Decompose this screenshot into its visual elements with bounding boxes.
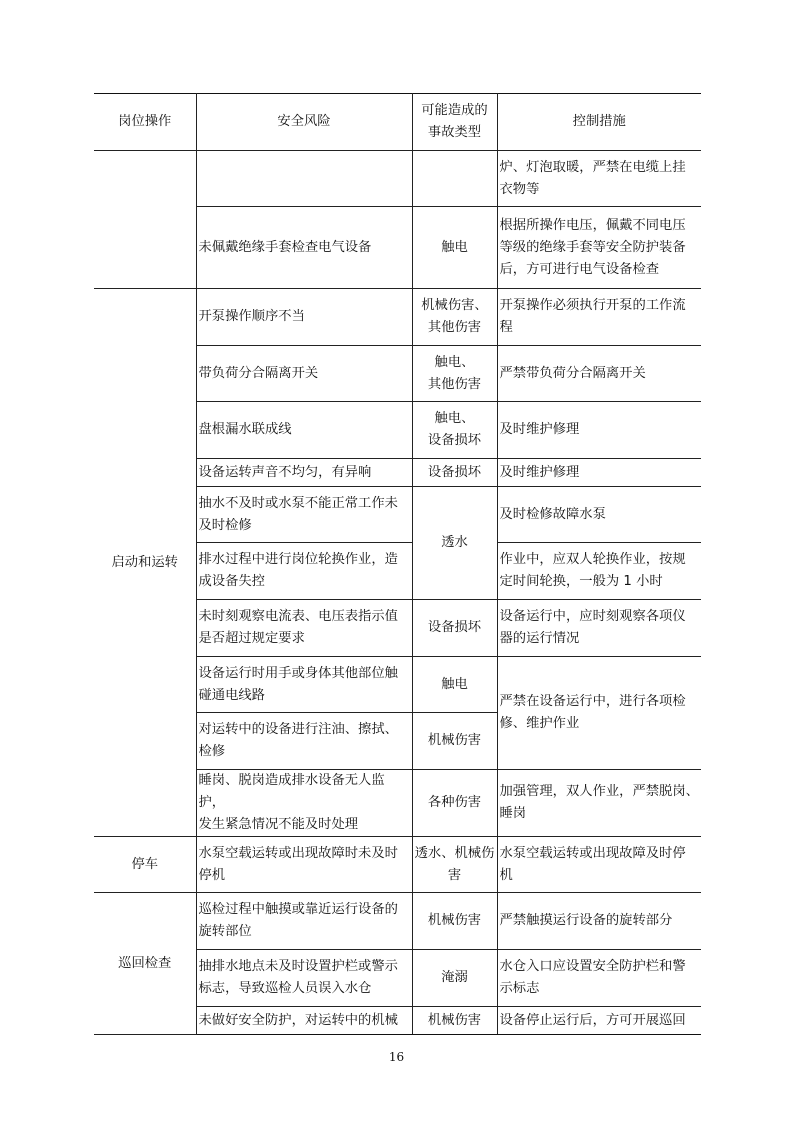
risk-cell: 未佩戴绝缘手套检查电气设备 <box>196 207 412 289</box>
accident-line: 透水、机械伤 <box>414 845 495 861</box>
measure-line: 后，方可进行电气设备检查 <box>499 261 660 277</box>
accident-cell-empty <box>412 151 497 207</box>
measure-line: 定时间轮换，一般为 1 小时 <box>499 574 663 589</box>
measure-cell <box>497 837 701 893</box>
measure-cell <box>497 770 701 837</box>
measure-cell: 严禁带负荷分合隔离开关 <box>497 346 701 402</box>
measure-line: 根据所操作电压，佩戴不同电压 <box>499 217 686 233</box>
accident-cell <box>412 837 497 893</box>
accident-cell: 触电 <box>412 207 497 289</box>
table-row <box>94 837 701 893</box>
position-cell-stop: 停车 <box>94 837 196 893</box>
accident-cell: 透水 <box>412 487 497 600</box>
accident-line: 其他伤害 <box>427 376 482 392</box>
measure-cell: 严禁触摸运行设备的旋转部分 <box>497 893 701 950</box>
accident-cell: 各种伤害 <box>412 770 497 837</box>
accident-cell: 机械伤害 <box>412 713 497 770</box>
accident-line: 触电、 <box>434 354 475 370</box>
risk-cell <box>196 770 412 837</box>
risk-cell <box>196 713 412 770</box>
risk-control-table <box>94 93 701 1035</box>
risk-cell <box>196 950 412 1007</box>
risk-cell: 开泵操作顺序不当 <box>196 289 412 346</box>
header-accident-line1: 可能造成的 <box>421 103 488 118</box>
risk-cell <box>196 657 412 713</box>
accident-line: 触电、 <box>434 411 475 426</box>
risk-line: 排水过程中进行岗位轮换作业，造 <box>198 552 398 567</box>
accident-cell: 设备损坏 <box>412 600 497 657</box>
measure-line: 睡岗 <box>499 806 527 821</box>
risk-cell-empty <box>196 151 412 207</box>
measure-line: 机 <box>499 867 513 883</box>
risk-line: 抽水不及时或水泵不能正常工作未 <box>198 495 398 511</box>
accident-cell <box>412 289 497 346</box>
risk-line: 巡检过程中触摸或靠近运行设备的 <box>198 902 398 917</box>
risk-line: 旋转部位 <box>198 924 252 939</box>
position-cell-empty <box>94 151 196 289</box>
measure-cell: 设备停止运行后，方可开展巡回 <box>497 1007 701 1035</box>
header-accident-type <box>412 94 497 151</box>
risk-line: 是否超过规定要求 <box>198 631 305 646</box>
measure-line: 作业中，应双人轮换作业，按规 <box>499 552 686 567</box>
measure-cell: 及时检修故障水泵 <box>497 487 701 543</box>
table-row <box>94 893 701 950</box>
accident-line: 设备损坏 <box>427 433 482 448</box>
risk-cell <box>196 837 412 893</box>
risk-line: 碰通电线路 <box>198 687 265 703</box>
measure-line: 示标志 <box>499 981 540 996</box>
risk-line: 抽排水地点未及时设置护栏或警示 <box>198 959 398 974</box>
measure-line: 修、维护作业 <box>499 716 580 731</box>
risk-line: 水泵空载运转或出现故障时未及时 <box>198 845 398 861</box>
table-row <box>94 151 701 207</box>
page-number: 16 <box>388 1050 405 1064</box>
measure-line: 水仓入口应设置安全防护栏和警 <box>499 959 686 974</box>
accident-cell: 机械伤害 <box>412 893 497 950</box>
risk-line: 发生紧急情况不能及时处理 <box>198 817 359 832</box>
risk-cell: 盘根漏水联成线 <box>196 402 412 459</box>
header-control: 控制措施 <box>497 94 701 151</box>
risk-line: 睡岗、脱岗造成排水设备无人监护， <box>198 773 385 810</box>
measure-line: 衣物等 <box>499 181 540 197</box>
risk-line: 检修 <box>198 744 226 759</box>
risk-line: 设备运行时用手或身体其他部位触 <box>198 665 398 681</box>
table-header-row <box>94 94 701 151</box>
measure-cell <box>497 657 701 770</box>
measure-cell <box>497 600 701 657</box>
risk-line: 对运转中的设备进行注油、擦拭、 <box>198 722 398 737</box>
accident-line: 机械伤害、 <box>421 298 488 313</box>
measure-cell: 及时维护修理 <box>497 459 701 487</box>
measure-line: 器的运行情况 <box>499 631 580 646</box>
accident-line: 害 <box>447 867 462 883</box>
measure-cell <box>497 207 701 289</box>
measure-cell <box>497 151 701 207</box>
position-cell-start-run: 启动和运转 <box>94 289 196 837</box>
risk-line: 及时检修 <box>198 517 252 533</box>
measure-cell <box>497 543 701 600</box>
measure-cell: 及时维护修理 <box>497 402 701 459</box>
accident-cell: 设备损坏 <box>412 459 497 487</box>
measure-line: 程 <box>499 320 513 335</box>
risk-cell <box>196 487 412 543</box>
risk-cell <box>196 543 412 600</box>
header-risk: 安全风险 <box>196 94 412 151</box>
measure-line: 水泵空载运转或出现故障及时停 <box>499 845 686 861</box>
accident-cell <box>412 346 497 402</box>
header-position: 岗位操作 <box>94 94 196 151</box>
accident-line: 其他伤害 <box>427 320 482 335</box>
measure-line: 等级的绝缘手套等安全防护装备 <box>499 239 686 255</box>
risk-line: 标志，导致巡检人员误入水仓 <box>198 981 372 996</box>
measure-line: 开泵操作必须执行开泵的工作流 <box>499 298 686 313</box>
accident-cell: 淹溺 <box>412 950 497 1007</box>
measure-line: 严禁在设备运行中，进行各项检 <box>499 694 686 709</box>
position-cell-patrol: 巡回检查 <box>94 893 196 1035</box>
risk-cell <box>196 600 412 657</box>
risk-cell: 未做好安全防护，对运转中的机械 <box>196 1007 412 1035</box>
measure-cell <box>497 950 701 1007</box>
risk-cell: 设备运转声音不均匀，有异响 <box>196 459 412 487</box>
risk-cell: 带负荷分合隔离开关 <box>196 346 412 402</box>
measure-line: 设备运行中，应时刻观察各项仪 <box>499 609 686 624</box>
accident-cell: 机械伤害 <box>412 1007 497 1035</box>
risk-line: 未时刻观察电流表、电压表指示值 <box>198 609 398 624</box>
measure-cell <box>497 289 701 346</box>
measure-line: 炉、灯泡取暖，严禁在电缆上挂 <box>499 159 686 175</box>
accident-cell <box>412 402 497 459</box>
risk-cell <box>196 893 412 950</box>
accident-cell: 触电 <box>412 657 497 713</box>
risk-line: 停机 <box>198 867 226 883</box>
header-accident-line2: 事故类型 <box>427 125 482 140</box>
table-row <box>94 289 701 346</box>
measure-line: 加强管理，双人作业，严禁脱岗、 <box>499 784 699 799</box>
risk-line: 成设备失控 <box>198 574 265 589</box>
